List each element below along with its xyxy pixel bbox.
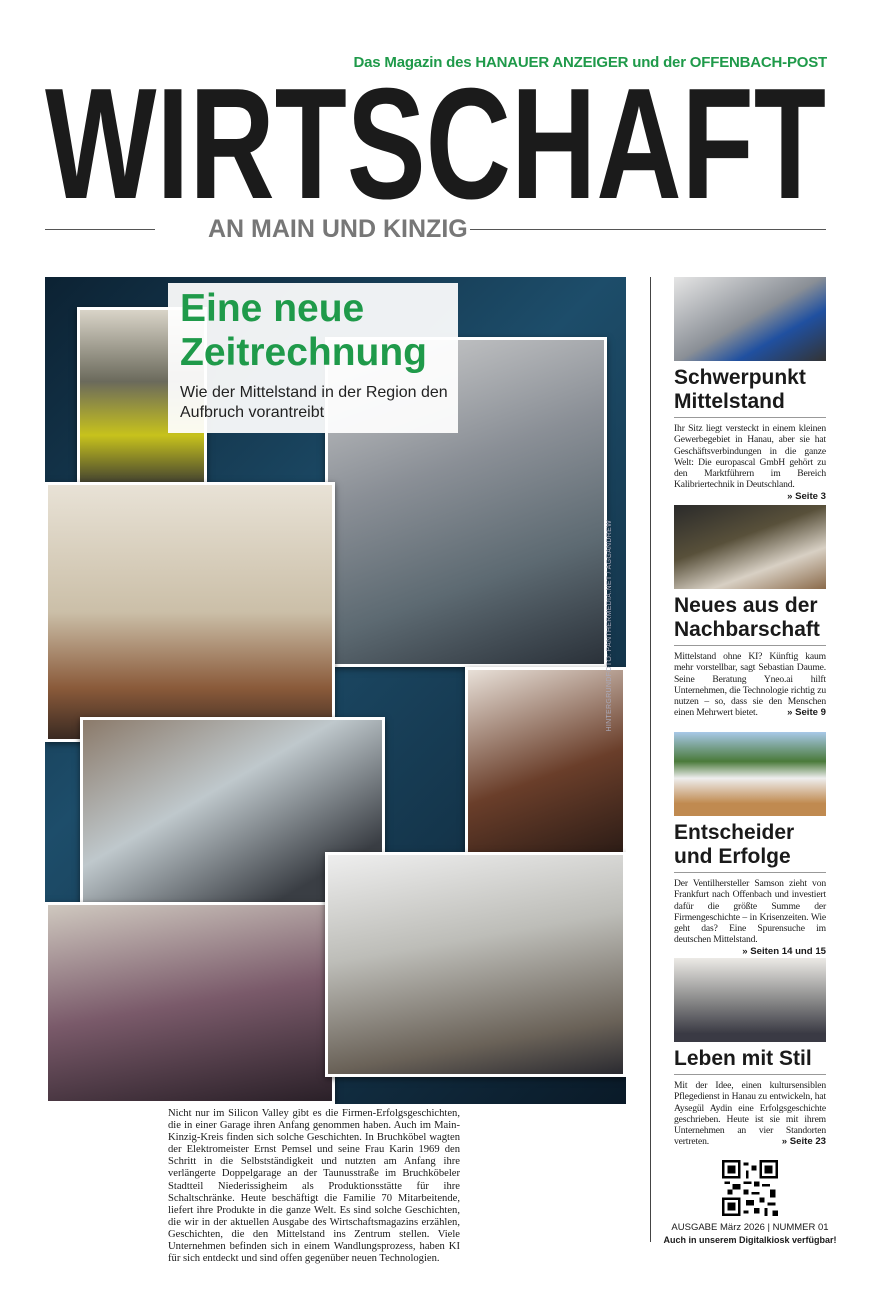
cover-headline: Eine neue Zeitrechnung [180, 287, 428, 374]
masthead-title: WIRTSCHAFT [45, 82, 826, 204]
column-divider [650, 277, 651, 1242]
teaser-text: Mittelstand ohne KI? Künftig kaum mehr vorstellbar, sagt Sebastian Daume. Seine Beratung Yneo.ai hilft Unternehmen, die Technologie richtig zu nutzen – so, dass sie den Menschen einen Mehrwert bietet. [674, 651, 826, 719]
teaser-title: Entscheider und Erfolge [674, 821, 826, 873]
masthead-subtitle: AN MAIN UND KINZIG [208, 215, 468, 243]
divider [470, 229, 826, 230]
subtitle-row [45, 213, 826, 245]
teaser-title: Schwerpunkt Mittelstand [674, 366, 826, 418]
page-reference[interactable]: » Seite 9 [787, 707, 826, 719]
photo-meeting-room [45, 482, 335, 742]
teaser-leben-mit-stil[interactable] [674, 958, 826, 1148]
teaser-title: Neues aus der Nachbarschaft [674, 594, 826, 646]
teaser-schwerpunkt[interactable] [674, 277, 826, 502]
photo-security-cameras [325, 852, 626, 1077]
teaser-photo [674, 958, 826, 1042]
teaser-text: Der Ventilhersteller Samson zieht von Frankfurt nach Offenbach und investiert dafür die größte Summe der Firmengeschichte – in Krisenzeiten. Wie geht das? Eine Spurensuche im deutschen Mittelstand. [674, 878, 826, 946]
digital-kiosk-note: Auch in unserem Digitalkiosk verfügbar! [663, 1235, 837, 1245]
teaser-text: Ihr Sitz liegt versteckt in einem kleinen Gewerbegebiet in Hanau, aber sie hat Geschäftsverbindungen in die ganze Welt: Die europascal GmbH gehört zu den Marktführern im Bereich Kalibriertechnik in Deutschland. [674, 423, 826, 491]
teaser-photo [674, 505, 826, 589]
cover-subheadline: Wie der Mittelstand in der Region den Aufbruch vorantreibt [180, 384, 448, 421]
qr-code[interactable] [722, 1160, 778, 1216]
teaser-photo [674, 732, 826, 816]
page-reference[interactable]: » Seite 3 [787, 490, 826, 502]
photo-credit: HINTERGRUNDFOTO: PANTHERMEDIA.NET / AGGANDREW [606, 520, 613, 732]
teaser-nachbarschaft[interactable] [674, 505, 826, 719]
issue-info [660, 1222, 840, 1246]
photo-three-women [45, 902, 335, 1104]
issue-number: AUSGABE März 2026 | NUMMER 01 [671, 1222, 829, 1233]
teaser-text: Mit der Idee, einen kultursensiblen Pflegedienst in Hanau zu entwickeln, hat Aysegül Aydin eine Erfolgsgeschichte geschrieben. Heute ist sie mit ihrem Unternehmen an vier Standorten vertreten. [674, 1080, 826, 1148]
teaser-title: Leben mit Stil [674, 1047, 826, 1075]
page-reference[interactable]: » Seite 23 [781, 1136, 826, 1148]
teaser-photo [674, 277, 826, 361]
masthead [45, 82, 826, 204]
page-reference[interactable]: » Seiten 14 und 15 [742, 945, 826, 957]
intro-text: Nicht nur im Silicon Valley gibt es die Firmen-Erfolgsgeschichten, die in einer Garage ihren Anfang genommen haben. Auch im Main-Kinzig-Kreis finden sich solche Geschichten. In Bruchköbel wagten der Elektromeister Ernst Pemsel und seine Frau Karin 1969 den Schritt in die Selbstständigkeit und nutzten am Anfang ihre verlängerte Doppelgarage an der Taunusstraße im Bruchköbeler Stadtteil Niederissigheim als Produktionsstätte für ihre Schaltschränke. Heute beschäftigt die Familie 70 Mitarbeitende, liefert ihre Produkte in die ganze Welt. Es sind solche Geschichten, die wir in der aktuellen Ausgabe des Wirtschaftsmagazins erzählen, Geschichten, die den Mittelstand ins Zentrum stellen. Viele Unternehmen befinden sich in einem Wandlungsprozess, haben KI für sich entdeckt und sind offen gegenüber neuen Technologien. [168, 1108, 460, 1265]
divider [45, 229, 155, 230]
headline-box [168, 283, 458, 433]
teaser-entscheider[interactable] [674, 732, 826, 957]
tagline: Das Magazin des HANAUER ANZEIGER und der OFFENBACH-POST [353, 54, 827, 71]
